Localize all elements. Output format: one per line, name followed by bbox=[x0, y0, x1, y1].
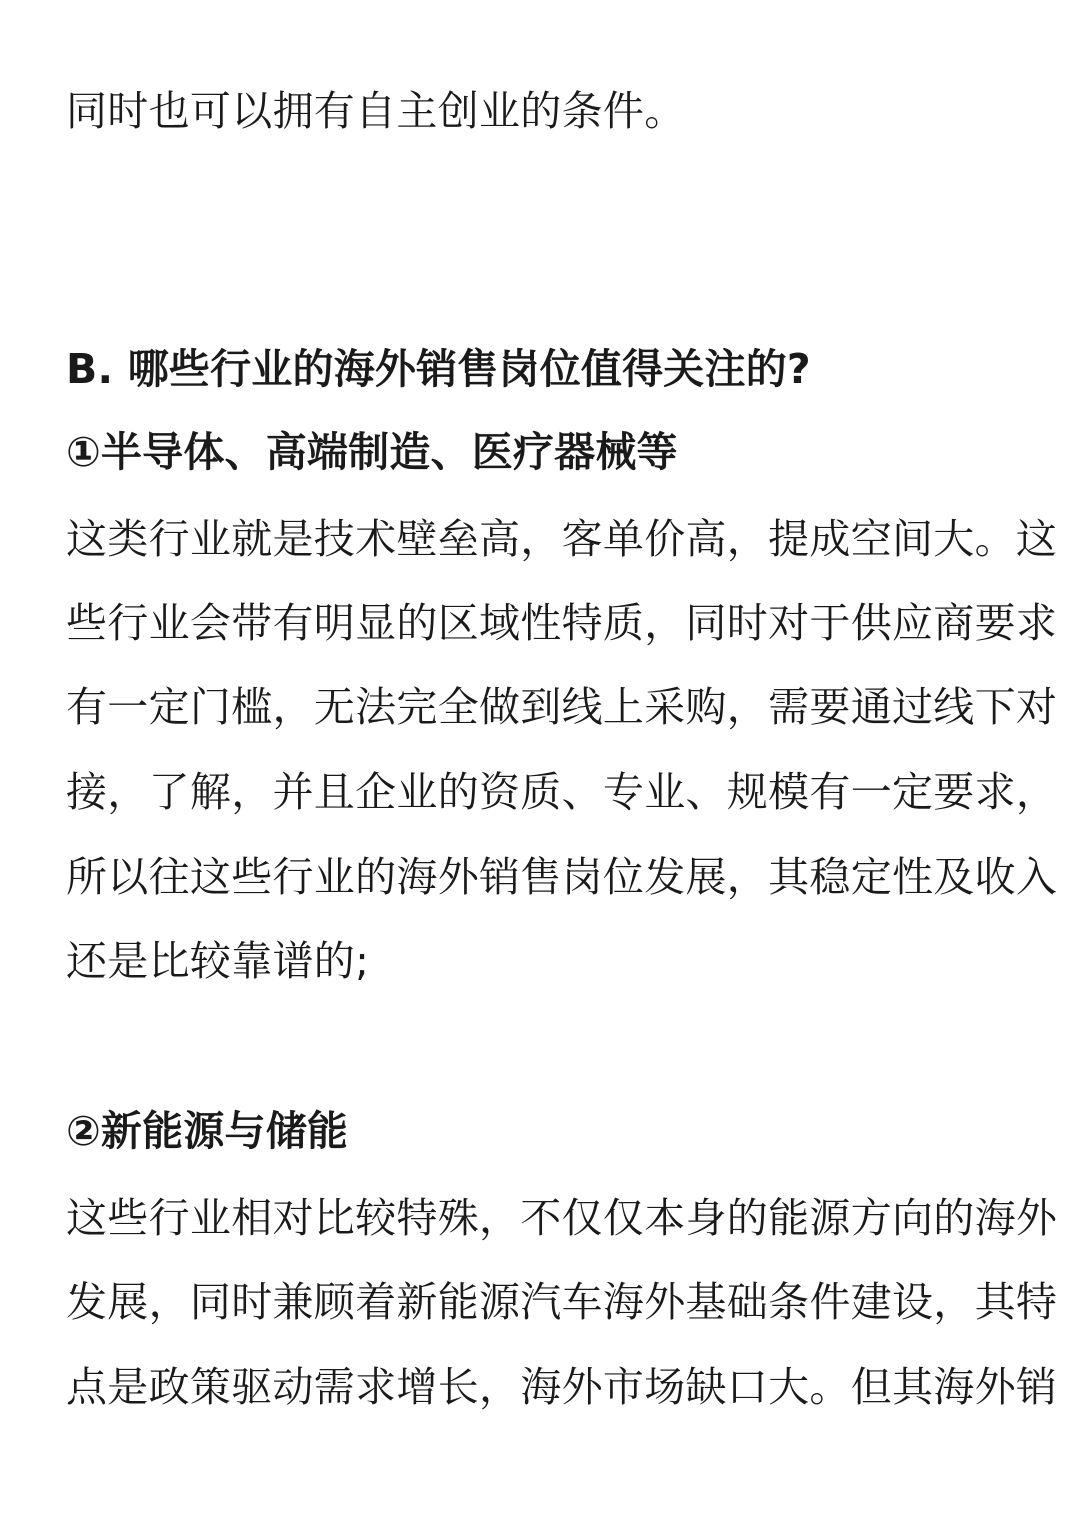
section-heading: B. 哪些行业的海外销售岗位值得关注的? bbox=[66, 345, 811, 393]
item1-paragraph-line: 有一定门槛，无法完全做到线上采购，需要通过线下对 bbox=[66, 683, 1058, 731]
item1-paragraph-line: 还是比较靠谱的; bbox=[66, 937, 370, 985]
item2-heading: ②新能源与储能 bbox=[66, 1107, 349, 1155]
item2-paragraph-line: 这些行业相对比较特殊，不仅仅本身的能源方向的海外 bbox=[66, 1194, 1058, 1242]
item1-heading: ①半导体、高端制造、医疗器械等 bbox=[66, 428, 678, 476]
item1-paragraph-line: 所以往这些行业的海外销售岗位发展，其稳定性及收入 bbox=[66, 853, 1058, 901]
item2-paragraph-line: 点是政策驱动需求增长，海外市场缺口大。但其海外销 bbox=[66, 1363, 1058, 1411]
item1-paragraph-line: 接，了解，并且企业的资质、专业、规模有一定要求， bbox=[66, 768, 1058, 816]
item1-paragraph-line: 这类行业就是技术壁垒高，客单价高，提成空间大。这 bbox=[66, 515, 1058, 563]
item2-paragraph-line: 发展，同时兼顾着新能源汽车海外基础条件建设，其特 bbox=[66, 1278, 1058, 1326]
item1-paragraph-line: 些行业会带有明显的区域性特质，同时对于供应商要求 bbox=[66, 599, 1058, 647]
intro-tail-line: 同时也可以拥有自主创业的条件。 bbox=[66, 87, 686, 135]
